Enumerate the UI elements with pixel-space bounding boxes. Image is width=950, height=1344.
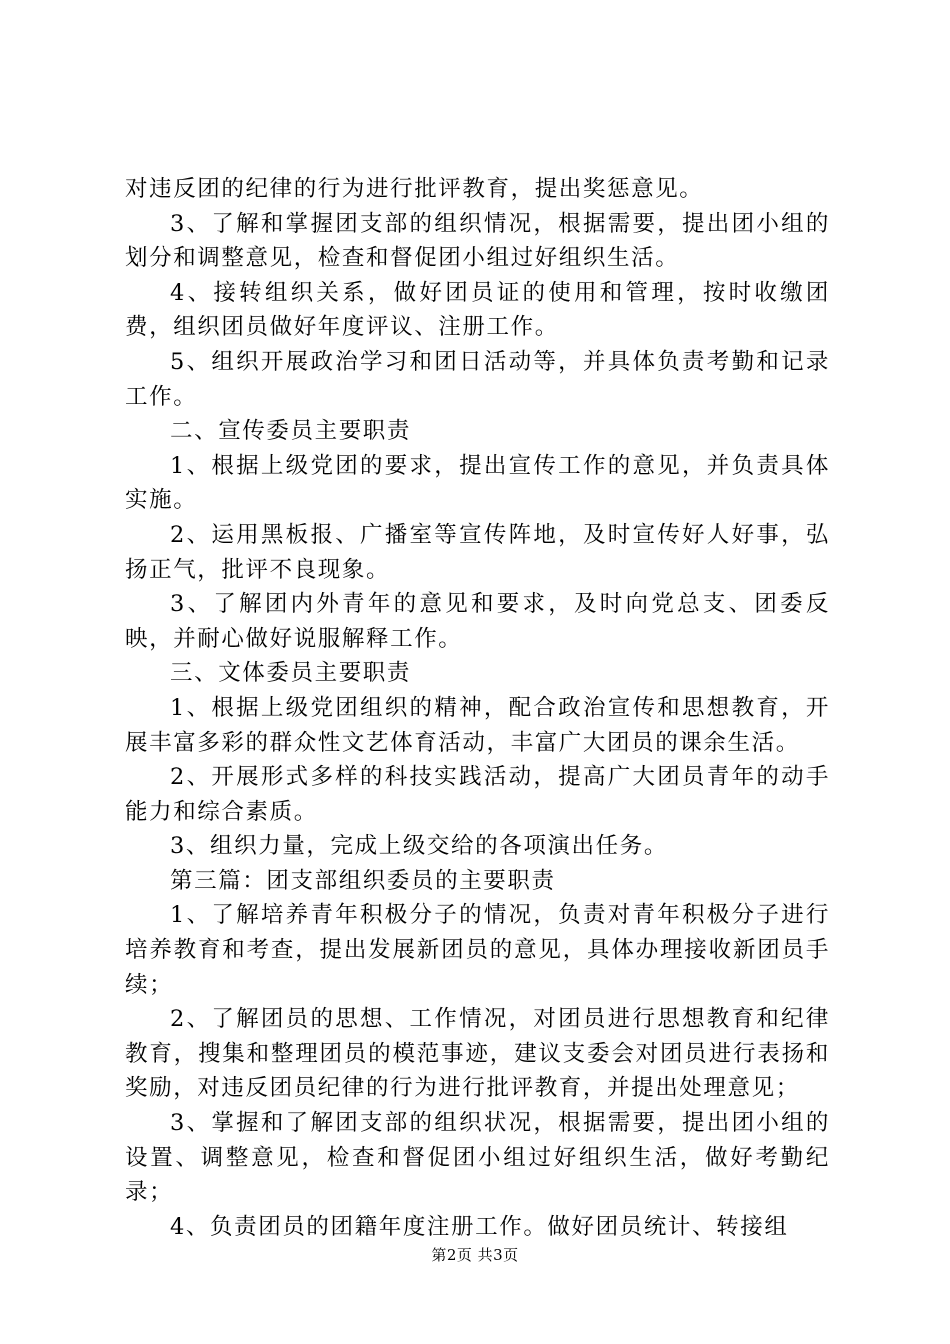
paragraph: 1、根据上级党团组织的精神，配合政治宣传和思想教育，开展丰富多彩的群众性文艺体育活动，丰富广大团员的课余生活。 xyxy=(125,694,830,756)
paragraph: 1、根据上级党团的要求，提出宣传工作的意见，并负责具体实施。 xyxy=(125,452,830,514)
section-heading: 第三篇：团支部组织委员的主要职责 xyxy=(170,867,556,894)
paragraph: 2、开展形式多样的科技实践活动，提高广大团员青年的动手能力和综合素质。 xyxy=(125,764,830,825)
paragraph: 4、接转组织关系，做好团员证的使用和管理，按时收缴团费，组织团员做好年度评议、注册工作。 xyxy=(125,279,830,341)
paragraph: 1、了解培养青年积极分子的情况，负责对青年积极分子进行培养教育和考查，提出发展新团员的意见，具体办理接收新团员手续； xyxy=(125,902,830,998)
paragraph: 2、了解团员的思想、工作情况，对团员进行思想教育和纪律教育，搜集和整理团员的模范事迹，建议支委会对团员进行表扬和奖励，对违反团员纪律的行为进行批评教育，并提出处理意见； xyxy=(125,1006,830,1102)
section-heading: 三、文体委员主要职责 xyxy=(170,660,412,687)
document-body xyxy=(125,172,830,1244)
paragraph: 3、掌握和了解团支部的组织状况，根据需要，提出团小组的设置、调整意见，检查和督促团小组过好组织生活，做好考勤纪录； xyxy=(125,1110,830,1206)
paragraph: 3、组织力量，完成上级交给的各项演出任务。 xyxy=(170,833,668,860)
paragraph: 3、了解团内外青年的意见和要求，及时向党总支、团委反映，并耐心做好说服解释工作。 xyxy=(125,591,830,652)
paragraph: 5、组织开展政治学习和团日活动等，并具体负责考勤和记录工作。 xyxy=(125,348,830,410)
paragraph: 对违反团的纪律的行为进行批评教育，提出奖惩意见。 xyxy=(125,176,704,202)
paragraph: 4、负责团员的团籍年度注册工作。做好团员统计、转接组 xyxy=(170,1213,789,1240)
page-number: 第2页 共3页 xyxy=(431,1246,519,1264)
section-heading: 二、宣传委员主要职责 xyxy=(170,418,412,445)
paragraph: 2、运用黑板报、广播室等宣传阵地，及时宣传好人好事，弘扬正气，批评不良现象。 xyxy=(125,521,830,583)
paragraph: 3、了解和掌握团支部的组织情况，根据需要，提出团小组的划分和调整意见，检查和督促团小组过好组织生活。 xyxy=(125,210,830,272)
